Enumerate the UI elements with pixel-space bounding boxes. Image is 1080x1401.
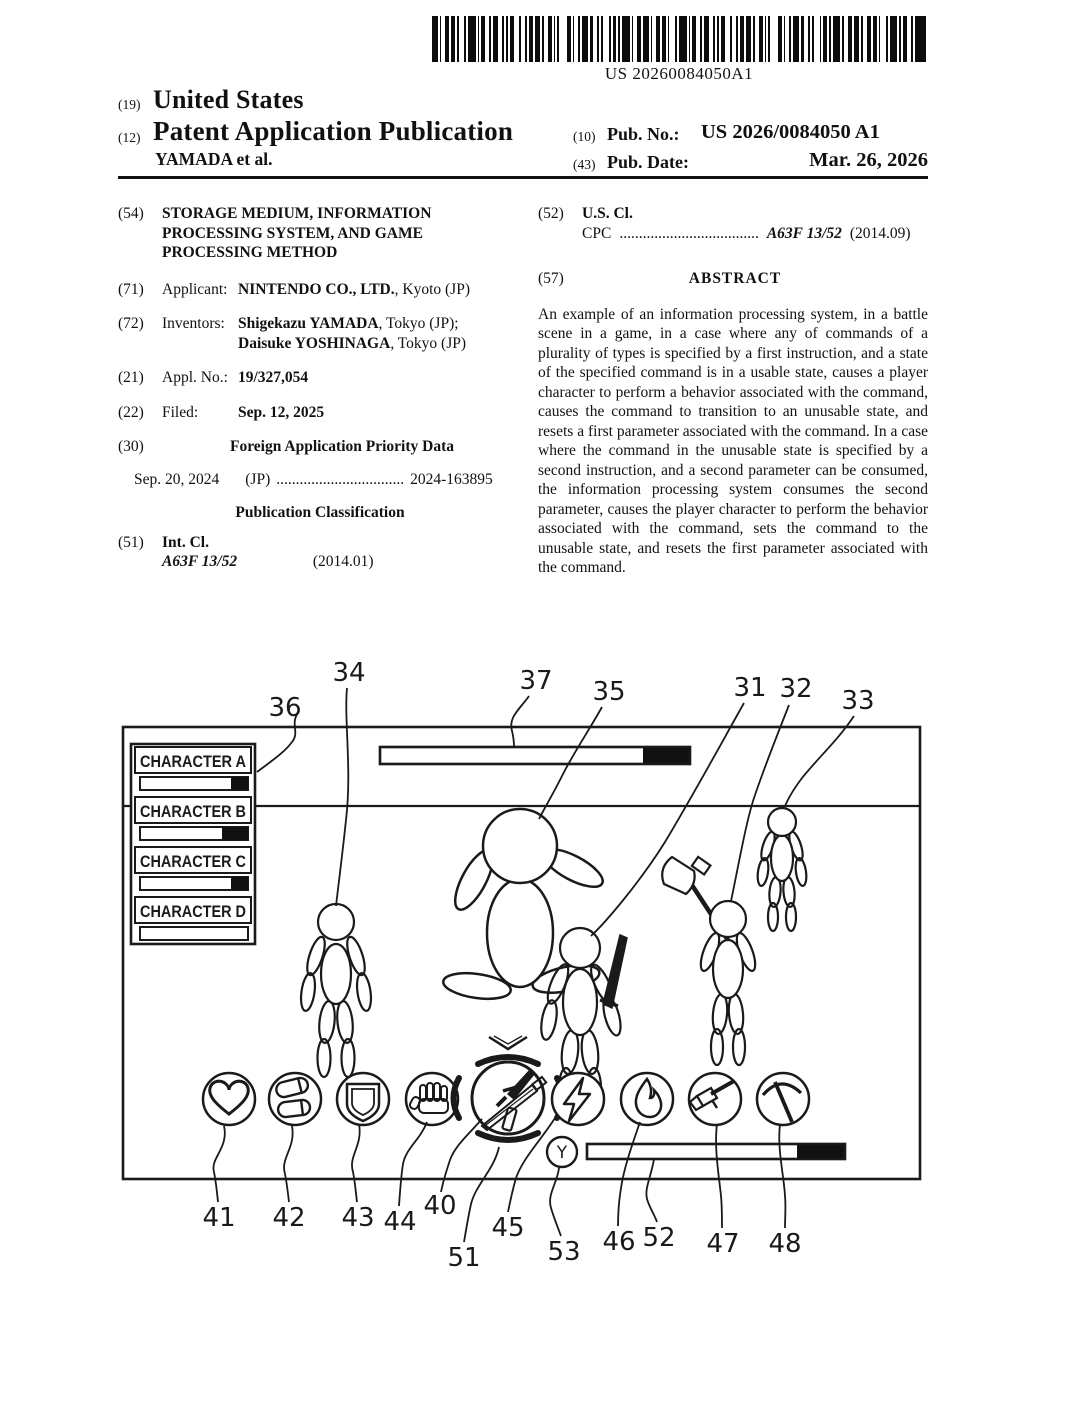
inventors-label: Inventors: <box>162 315 225 333</box>
ref-36: 36 <box>268 693 302 723</box>
command-lightning[interactable] <box>552 1073 604 1125</box>
appl-no-code: (21) <box>118 369 144 387</box>
ally-character <box>299 904 373 1077</box>
cpc-line: CPC .................................... A63F 13/52 (2014.09) <box>582 224 911 242</box>
ref-44: 44 <box>383 1207 417 1237</box>
enemy-small-character <box>756 808 808 931</box>
priority-number: 2024-163895 <box>410 470 493 488</box>
command-selected-crossed-weapons[interactable] <box>454 1036 563 1140</box>
abstract-code: (57) <box>538 270 564 288</box>
ref-48: 48 <box>768 1229 802 1259</box>
inventors-code: (72) <box>118 315 144 333</box>
ref-40: 40 <box>423 1191 457 1221</box>
kind-code-19: (19) <box>118 97 141 112</box>
character-a-hp-fill <box>231 777 248 790</box>
barcode-caption: US 20260084050A1 <box>604 64 754 83</box>
ref-53: 53 <box>547 1237 581 1267</box>
ref-35: 35 <box>592 677 626 707</box>
applicant-label: Applicant: <box>162 280 228 298</box>
kind-code-10: (10) <box>573 129 596 144</box>
ref-47: 47 <box>706 1229 740 1259</box>
title-code: (54) <box>118 205 144 222</box>
inventors-value: Shigekazu YAMADA, Tokyo (JP); Daisuke YOSHINAGA, Tokyo (JP) <box>238 315 467 352</box>
ref-37: 37 <box>519 666 553 696</box>
ref-52: 52 <box>642 1223 676 1253</box>
ref-31: 31 <box>733 673 767 703</box>
appl-no-value: 19/327,054 <box>238 369 309 387</box>
character-b-hp-fill <box>222 827 248 840</box>
command-heart[interactable] <box>203 1073 255 1125</box>
us-cl-label: U.S. Cl. <box>582 205 633 222</box>
kind-code-43: (43) <box>573 157 596 172</box>
abstract-title: ABSTRACT <box>688 270 782 288</box>
invention-title: STORAGE MEDIUM, INFORMATION PROCESSING SYSTEM, AND GAME PROCESSING METHOD <box>162 205 432 262</box>
us-cl-code: (52) <box>538 205 564 222</box>
axe-blade <box>662 857 694 894</box>
command-gun[interactable] <box>689 1073 741 1125</box>
character-c-label: CHARACTER C <box>140 852 246 871</box>
pub-date-value: Mar. 26, 2026 <box>809 149 928 171</box>
ref-41: 41 <box>202 1203 236 1233</box>
command-pills[interactable] <box>269 1073 321 1125</box>
publication-classification-title: Publication Classification <box>235 504 405 522</box>
character-a-label: CHARACTER A <box>140 752 246 771</box>
character-b-label: CHARACTER B <box>140 802 246 821</box>
enemy-axe-character <box>662 857 759 1065</box>
party-status-panel <box>131 744 255 944</box>
command-flame[interactable] <box>621 1073 673 1125</box>
appl-no-label: Appl. No.: <box>162 369 228 387</box>
foreign-priority-title: Foreign Application Priority Data <box>229 438 455 456</box>
ref-45: 45 <box>491 1213 525 1243</box>
pub-no-value: US 2026/0084050 A1 <box>701 121 880 143</box>
ref-43: 43 <box>341 1203 375 1233</box>
kind-code-12: (12) <box>118 130 141 145</box>
selection-chevron-icon <box>489 1037 527 1049</box>
priority-country: (JP) <box>245 470 271 488</box>
command-shield[interactable] <box>337 1073 389 1125</box>
filed-value: Sep. 12, 2025 <box>238 403 325 421</box>
abstract-text: An example of an information processing system, in a battle scene in a game, in a case where any of commands of a plurality of types is specified by a first instruction, and a state of the specified command is in a usable state, causes a player character to perform a behavior associated with the command, causes the command to transition to an unusable state, and resets a first parameter associated with the command. In a case where the command in the unusable state is specified by a second instruction, and a second parameter can be consumed, the information processing system consumes the second parameter, causes the player character to perform the behavior associated with the command, sets the command to the unusable state, and resets the first parameter associated with the command. <box>538 305 928 577</box>
character-c-hp-fill <box>231 877 248 890</box>
boss-hp-gauge <box>380 747 690 764</box>
authors: YAMADA et al. <box>155 149 273 169</box>
pub-no-label: Pub. No.: <box>607 124 680 144</box>
ref-33: 33 <box>841 686 875 716</box>
ref-46: 46 <box>602 1227 636 1257</box>
priority-date: Sep. 20, 2024 <box>134 470 220 488</box>
filed-code: (22) <box>118 403 144 421</box>
foreign-priority-code: (30) <box>118 438 144 456</box>
command-pickaxe[interactable] <box>757 1073 809 1125</box>
int-cl-label: Int. Cl. <box>162 533 209 551</box>
country: United States <box>153 85 304 114</box>
int-cl-class: A63F 13/52 <box>162 553 238 571</box>
svg-text:Y: Y <box>556 1143 568 1163</box>
int-cl-version: (2014.01) <box>312 553 374 571</box>
publication-type: Patent Application Publication <box>153 116 514 146</box>
ref-32: 32 <box>779 674 813 704</box>
int-cl-code: (51) <box>118 533 144 551</box>
applicant-value: NINTENDO CO., LTD., Kyoto (JP) <box>238 280 470 298</box>
ref-51: 51 <box>447 1243 481 1273</box>
y-button[interactable] <box>547 1137 577 1167</box>
filed-label: Filed: <box>162 403 199 421</box>
pub-date-label: Pub. Date: <box>607 152 689 172</box>
ref-34: 34 <box>332 658 366 688</box>
character-d-label: CHARACTER D <box>140 902 246 921</box>
ref-42: 42 <box>272 1203 306 1233</box>
applicant-code: (71) <box>118 280 144 298</box>
priority-dots: ................................. <box>276 470 405 488</box>
command-hand[interactable] <box>406 1073 458 1125</box>
